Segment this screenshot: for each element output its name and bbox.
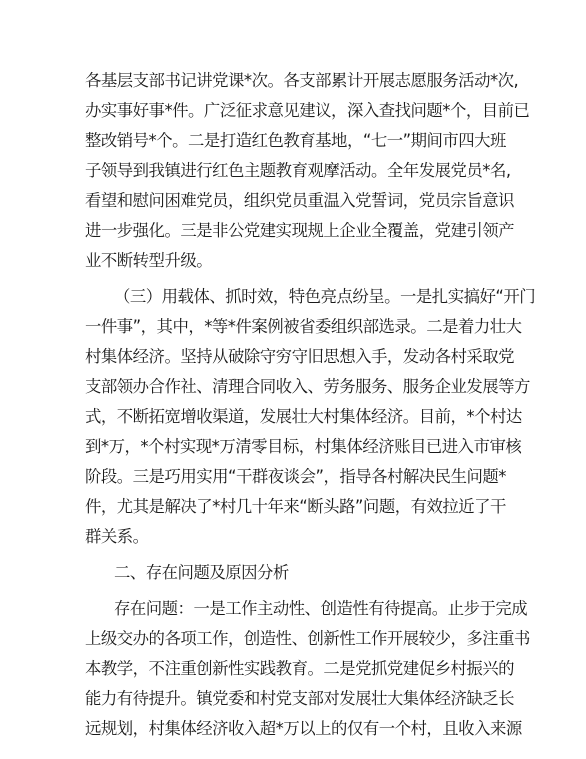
text-line: 群关系。	[85, 527, 149, 546]
text-line: 办实事好事*件。广泛征求意见建议，深入查找问题*个，目前已	[85, 101, 530, 120]
text-line: 到*万，*个村实现*万清零目标，村集体经济账目已进入市审核	[85, 437, 522, 456]
text-line: 上级交办的各项工作，创造性、创新性工作开展较少，多注重书	[85, 629, 530, 648]
text-line: 能力有待提升。镇党委和村党支部对发展壮大集体经济缺乏长	[85, 689, 515, 708]
paragraph-party-activities	[85, 66, 530, 276]
paragraph-problems	[85, 594, 530, 744]
text-line: 进一步强化。三是非公党建实现规上企业全覆盖，党建引领产	[85, 221, 515, 240]
text-line: 远规划，村集体经济收入超*万以上的仅有一个村，且收入来源	[85, 719, 522, 738]
paragraph-section-three	[85, 282, 536, 552]
section-heading: 二、存在问题及原因分析	[114, 563, 289, 582]
text-line: 子领导到我镇进行红色主题教育观摩活动。全年发展党员*名,	[85, 161, 511, 180]
text-line: 式，不断拓宽增收渠道，发展壮大村集体经济。目前，*个村达	[85, 407, 522, 426]
text-line: 看望和慰问困难党员，组织党员重温入党誓词，党员宗旨意识	[85, 191, 515, 210]
text-line: 存在问题：一是工作主动性、创造性有待提高。止步于完成	[114, 599, 528, 618]
text-line: 整改销号*个。二是打造红色教育基地，“七一”期间市四大班	[85, 131, 506, 150]
text-line: 件，尤其是解决了*村几十年来“断头路”问题，有效拉近了干	[85, 497, 506, 516]
text-line: 阶段。三是巧用实用“干群夜谈会”，指导各村解决民生问题*	[85, 467, 506, 486]
text-line: 一件事”，其中，*等*件案例被省委组织部选录。二是着力壮大	[85, 317, 522, 336]
document-body	[85, 66, 536, 744]
text-line: 村集体经济。坚持从破除守穷守旧思想入手，发动各村采取党	[85, 347, 515, 366]
text-line: 各基层支部书记讲党课*次。各支部累计开展志愿服务活动*次,	[85, 71, 519, 90]
text-line: （三）用载体、抓时效，特色亮点纷呈。一是扎实搞好“开门	[114, 287, 536, 306]
text-line: 支部领办合作社、清理合同收入、劳务服务、服务企业发展等方	[85, 377, 530, 396]
text-line: 业不断转型升级。	[85, 251, 213, 270]
text-line: 本教学，不注重创新性实践教育。二是党抓党建促乡村振兴的	[85, 659, 515, 678]
